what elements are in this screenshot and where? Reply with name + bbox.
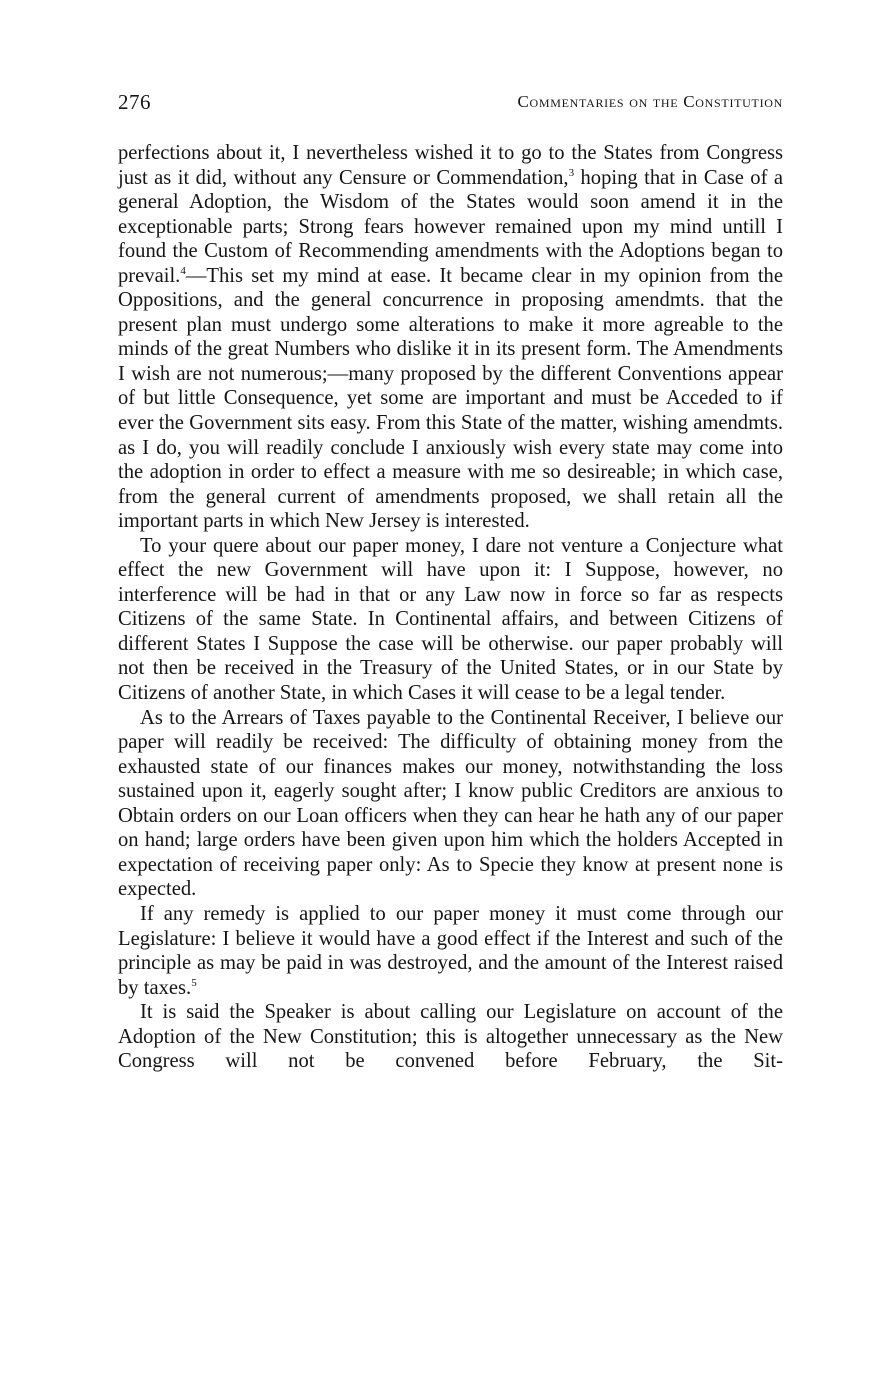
body-text: [118, 141, 783, 1074]
running-title: Commentaries on the Constitution: [517, 92, 783, 111]
footnote-ref[interactable]: 3: [568, 166, 575, 179]
paragraph: [118, 534, 783, 706]
footnote-ref[interactable]: 4: [180, 264, 186, 277]
paragraph-text: As to the Arrears of Taxes payable to the Continental Receiver, I believe our paper will readily be received: The difficulty of obtaining money from the exhausted state of our finances makes our money, notwithstanding the loss sustained upon it, eagerly sought after; I know public Creditors are anxious to Obtain orders on our Loan officers when they can hear he hath any of our paper on hand; large orders have been given upon him which the holders Accepted in expectation of receiving paper only: As to Specie they know at present none is expected.: [118, 706, 783, 901]
paragraph: [118, 1000, 783, 1074]
running-head: [118, 90, 783, 120]
paragraph-text: It is said the Speaker is about calling our Legislature on account of the Adoption of the New Constitution; this is altogether unnecessary as the New Congress will not be convened before February, the Sit-: [118, 1001, 783, 1073]
footnote-ref[interactable]: 5: [191, 976, 197, 989]
paragraph: [118, 902, 783, 1000]
paragraph-text: hoping that in Case of a general Adoption, the Wisdom of the States would soon amend it in the exceptionable parts; Strong fears however remained upon my mind untill I found the Custom of Recommending amendments with the Adoptions began to prevail.: [118, 166, 784, 287]
paragraph-text: perfections about it, I nevertheless wished it to go to the States from Congress just as it did, without any Censure or Commendation,: [118, 142, 783, 189]
paragraph-text: —This set my mind at ease. It became clear in my opinion from the Oppositions, and the general concurrence in proposing amendmts. that the present plan must undergo some alterations to make it more agreable to the minds of the great Numbers who dislike it in its present form. The Amendments I wish are not numerous;—many proposed by the different Conventions appear of but little Consequence, yet some are important and must be Acceded to if ever the Government sits easy. From this State of the matter, wishing amendmts. as I do, you will readily conclude I anxiously wish every state may come into the adoption in order to effect a measure with me so desireable; in which case, from the general current of amendments proposed, we shall retain all the important parts in which New Jersey is interested.: [118, 264, 783, 533]
page-number: 276: [118, 90, 151, 114]
paragraph-text: If any remedy is applied to our paper money it must come through our Legislature: I believe it would have a good effect if the Interest and such of the principle as may be paid in was destroyed, and the amount of the Interest raised by taxes.: [118, 902, 783, 999]
paragraph: [118, 706, 783, 902]
paragraph-text: To your quere about our paper money, I dare not venture a Conjecture what effect the new Government will have upon it: I Suppose, however, no interference will be had in that or any Law now in force so far as respects Citizens of the same State. In Continental affairs, and between Citizens of different States I Suppose the case will be otherwise. our paper probably will not then be received in the Treasury of the United States, or in our State by Citizens of another State, in which Cases it will cease to be a legal tender.: [118, 534, 783, 705]
paragraph: [118, 141, 783, 534]
